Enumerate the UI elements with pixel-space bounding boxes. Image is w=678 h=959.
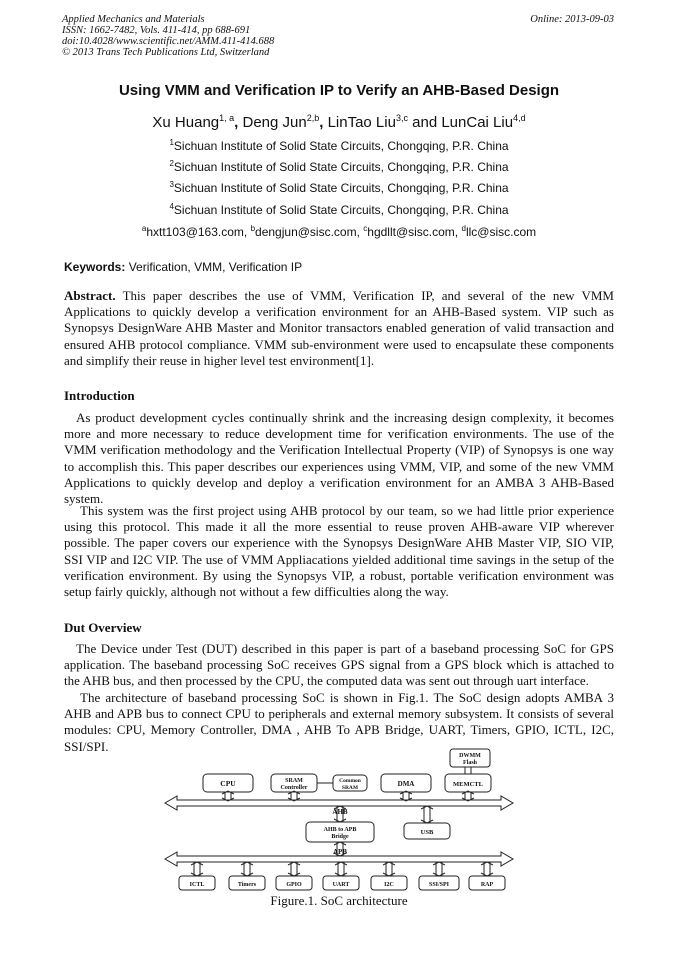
email-sup: d — [461, 224, 466, 233]
affiliation-text: Sichuan Institute of Solid State Circuits, Chongqing, P.R. China — [173, 139, 509, 153]
email-list — [0, 224, 678, 239]
abstract-label: Abstract. — [64, 288, 116, 303]
uart-label: UART — [332, 882, 350, 888]
copyright: © 2013 Trans Tech Publications Ltd, Switzerland — [62, 47, 270, 58]
affiliation-sup: 1 — [169, 138, 174, 147]
affiliation-text: Sichuan Institute of Solid State Circuits, Chongqing, P.R. China — [173, 160, 509, 174]
i2c-label: I2C — [384, 882, 394, 888]
bridge-label: AHB to APB — [323, 827, 357, 833]
affiliation-sup: 2 — [169, 159, 174, 168]
sram-controller-label: SRAM — [285, 778, 303, 784]
gpio-label: GPIO — [286, 882, 302, 888]
affiliation — [0, 202, 678, 217]
common-sram-label: Common — [339, 778, 361, 784]
affiliation — [0, 138, 678, 153]
affiliation-sup: 3 — [169, 180, 174, 189]
memctl-label: MEMCTL — [453, 781, 483, 788]
author-sep: , — [234, 114, 243, 131]
journal-header — [62, 14, 274, 58]
email: hgdllt@sisc.com, — [367, 225, 462, 239]
email: llc@sisc.com — [465, 225, 537, 239]
author-sup: 2,b — [306, 113, 320, 123]
author-sup: 3,c — [395, 113, 408, 123]
ahb-label: AHB — [332, 808, 348, 816]
author-name: Xu Huang — [152, 114, 220, 131]
author-name: LunCai Liu — [441, 114, 514, 131]
author-sup: 1, a — [219, 113, 235, 123]
keywords — [64, 260, 302, 274]
keywords-label: Keywords: — [64, 260, 126, 274]
paper-title: Using VMM and Verification IP to Verify an AHB-Based Design — [118, 82, 560, 99]
ictl-label: ICTL — [189, 882, 205, 888]
common-sram-label: SRAM — [341, 785, 359, 791]
dut-paragraph-1: The Device under Test (DUT) described in this paper is part of a baseband processing SoC for GPS application. The baseband processing SoC receives GPS signal from a GPS block which is attached to the AHB bus, and then processed by the CPU, the computed data was sent out through uart interface. — [64, 641, 614, 689]
affiliation-text: Sichuan Institute of Solid State Circuits, Chongqing, P.R. China — [173, 203, 509, 217]
email: dengjun@sisc.com, — [255, 225, 364, 239]
introduction-paragraph-2: This system was the first project using AHB protocol by our team, so we had little prior experience using this protocol. This made it all the more essential to reuse proven AHB-aware VIP wherever possible. The paper covers our experience with the Synopsys DesignWare AHB Master VIP, SIO VIP, SSI VIP and I2C VIP. The use of VMM Appliacations yielded additional time savings in the setup of the verification environment. By using the Synopsys VIP, a robust, portable verification environment was setup fairly quickly, although not without a few difficulties along the way. — [64, 503, 614, 600]
apb-label: APB — [333, 848, 347, 856]
author-name: Deng Jun — [242, 114, 307, 131]
author-sep: and — [407, 114, 442, 131]
soc-architecture-diagram — [163, 748, 515, 894]
introduction-paragraph-1: As product development cycles continually shrink and the increasing design complexity, it becomes more and more necessary to reduce development time for verification environments. The use of the VMM verification methodology and the Verification Intellectual Property (VIP) of Synopsys is one way to accomplish this. This paper describes our experiences using VMM, VIP, and some of the new VMM Applications to quickly develop and deploy a verification environment for an AMBA 3 AHB-Based system. — [64, 410, 614, 507]
flash-label: Flash — [462, 760, 478, 766]
affiliation — [0, 159, 678, 174]
journal-name: Applied Mechanics and Materials — [62, 14, 205, 25]
usb-label: USB — [420, 829, 434, 836]
email-sup: c — [363, 224, 368, 233]
email-sup: a — [141, 224, 147, 233]
email: hxtt103@163.com, — [146, 225, 251, 239]
rap-label: RAP — [480, 882, 494, 888]
dut-paragraph-2: The architecture of baseband processing SoC is shown in Fig.1. The SoC design adopts AMBA 3 AHB and APB bus to connect CPU to peripherals and external memory subsystem. It consists of several modules: CPU, Memory Controller, DMA , AHB To APB Bridge, UART, Timers, GPIO, ICTL, I2C, SSI/SPI. — [64, 690, 614, 754]
dma-label: DMA — [397, 780, 415, 788]
cpu-label: CPU — [220, 779, 236, 788]
online-date: Online: 2013-09-03 — [530, 14, 614, 25]
abstract — [64, 288, 614, 369]
doi: doi:10.4028/www.scientific.net/AMM.411-414.688 — [62, 36, 275, 47]
section-heading-introduction: Introduction — [64, 388, 135, 403]
keywords-text: Verification, VMM, Verification IP — [128, 260, 303, 274]
timers-label: Timers — [237, 882, 257, 888]
author-sup: 4,d — [513, 113, 526, 123]
email-sup: b — [250, 224, 256, 233]
sram-controller-label: Controller — [280, 785, 308, 791]
author-name: LinTao Liu — [327, 114, 396, 131]
section-heading-dut-overview: Dut Overview — [64, 620, 142, 635]
issn: ISSN: 1662-7482, Vols. 411-414, pp 688-691 — [62, 25, 251, 36]
affiliation-text: Sichuan Institute of Solid State Circuits, Chongqing, P.R. China — [173, 181, 509, 195]
author-sep: , — [319, 114, 328, 131]
affiliation-sup: 4 — [169, 202, 174, 211]
affiliation — [0, 180, 678, 195]
bridge-label: Bridge — [331, 834, 349, 840]
ssispi-label: SSI/SPI — [428, 882, 450, 888]
flash-label: DWMM — [459, 753, 481, 759]
abstract-text: This paper describes the use of VMM, Verification IP, and several of the new VMM Applications to quickly develop a verification environment for an AHB-Based system. VIP such as Synopsys DesignWare AHB Master and Monitor transactors enabled generation of valid transaction and ensured AHB protocol compliance. VMM sub-environment were used to encapsulate these components and simplify their reuse in higher level test environment[1]. — [64, 288, 614, 368]
figure-caption: Figure.1. SoC architecture — [270, 893, 408, 908]
author-list — [0, 113, 678, 131]
